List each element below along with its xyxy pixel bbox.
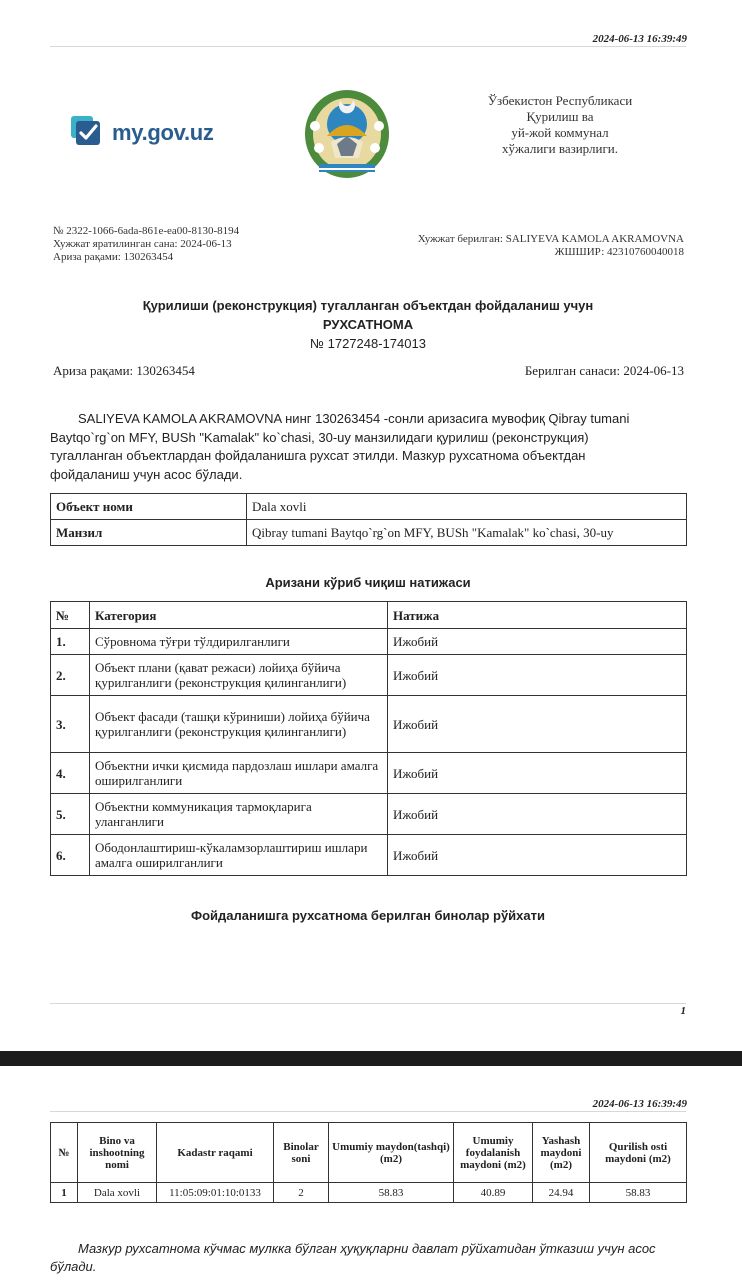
review-row-result: Ижобий bbox=[388, 835, 687, 876]
buildings-row-no: 1 bbox=[51, 1183, 78, 1203]
state-emblem-icon bbox=[301, 84, 393, 180]
object-name-value: Dala xovli bbox=[247, 494, 687, 520]
buildings-header-cadastre: Kadastr raqami bbox=[157, 1123, 274, 1183]
permit-paragraph: SALIYEVA KAMOLA AKRAMOVNA нинг 130263454 -сонли аризасига мувофиқ Qibray tumani Baytqo`rg`on MFY, BUSh "Kamalak" ko`chasi, 30-uy манзилидаги қурилиш (реконструкция) тугалланган объектлардан фойдаланишга рухсат этилди. Мазкур рухсатнома объектдан фойдаланиш учун асос бўлади. bbox=[50, 411, 630, 482]
doc-meta-right bbox=[418, 233, 684, 259]
buildings-row-cadastre: 11:05:09:01:10:0133 bbox=[157, 1183, 274, 1203]
buildings-header-footprint: Qurilish osti maydoni (m2) bbox=[590, 1123, 687, 1183]
table-row bbox=[51, 655, 687, 696]
review-row-category: Ободонлаштириш-кўкаламзорлаштириш ишлари амалга оширилганлиги bbox=[90, 835, 388, 876]
review-title: Аризани кўриб чиқиш натижаси bbox=[265, 575, 471, 590]
table-row bbox=[51, 629, 687, 655]
buildings-header-no: № bbox=[51, 1123, 78, 1183]
doc-created-date: Хужжат яратилинган сана: 2024-06-13 bbox=[53, 238, 232, 250]
buildings-row-total-area: 58.83 bbox=[329, 1183, 454, 1203]
review-row-category: Объектни ички қисмида пардозлаш ишлари амалга оширилганлиги bbox=[90, 753, 388, 794]
review-row-no: 1. bbox=[51, 629, 90, 655]
table-header-row bbox=[51, 1123, 687, 1183]
object-table bbox=[50, 493, 687, 546]
review-row-no: 5. bbox=[51, 794, 90, 835]
review-row-result: Ижобий bbox=[388, 794, 687, 835]
state-emblem bbox=[301, 84, 393, 180]
page2-top-rule bbox=[50, 1111, 686, 1112]
buildings-header-total-area: Umumiy maydon(tashqi)(m2) bbox=[329, 1123, 454, 1183]
buildings-list-title: Фойдаланишга рухсатнома берилган бинолар рўйхати bbox=[191, 908, 545, 923]
table-header-row bbox=[51, 602, 687, 629]
buildings-header-living-area: Yashash maydoni (m2) bbox=[533, 1123, 590, 1183]
doc-meta-left bbox=[53, 225, 239, 264]
page-number: 1 bbox=[680, 1005, 686, 1017]
buildings-row-name: Dala xovli bbox=[78, 1183, 157, 1203]
doc-application-no: Ариза рақами: 130263454 bbox=[53, 251, 174, 263]
review-row-no: 2. bbox=[51, 655, 90, 696]
buildings-row-count: 2 bbox=[274, 1183, 329, 1203]
review-row-no: 4. bbox=[51, 753, 90, 794]
buildings-header-count: Binolar soni bbox=[274, 1123, 329, 1183]
ministry-line: уй-жой коммунал bbox=[511, 125, 609, 140]
review-row-category: Сўровнома тўғри тўлдирилганлиги bbox=[90, 629, 388, 655]
table-row bbox=[51, 835, 687, 876]
permit-title-line2: РУХСАТНОМА bbox=[322, 317, 414, 332]
buildings-table bbox=[50, 1122, 687, 1203]
review-row-category: Объект плани (қават режаси) лойиҳа бўйича қурилганлиги (реконструкция қилинганлиги) bbox=[90, 655, 388, 696]
table-row bbox=[51, 794, 687, 835]
buildings-row-living-area: 24.94 bbox=[533, 1183, 590, 1203]
page1-timestamp: 2024-06-13 16:39:49 bbox=[592, 33, 687, 45]
ministry-name bbox=[460, 93, 660, 157]
buildings-row-usable-area: 40.89 bbox=[454, 1183, 533, 1203]
review-header-result: Натижа bbox=[388, 602, 687, 629]
object-address-key: Манзил bbox=[51, 520, 247, 546]
table-row bbox=[51, 494, 687, 520]
doc-pinfl: ЖШШИР: 42310760040018 bbox=[554, 246, 684, 258]
review-row-result: Ижобий bbox=[388, 629, 687, 655]
buildings-header-name: Bino va inshootning nomi bbox=[78, 1123, 157, 1183]
object-name-key: Объект номи bbox=[51, 494, 247, 520]
object-address-value: Qibray tumani Baytqo`rg`on MFY, BUSh "Kamalak" ko`chasi, 30-uy bbox=[247, 520, 687, 546]
permit-number: № 1727248-174013 bbox=[310, 336, 426, 351]
page2-timestamp: 2024-06-13 16:39:49 bbox=[592, 1098, 687, 1110]
application-number-label: Ариза рақами: 130263454 bbox=[53, 363, 195, 378]
review-row-result: Ижобий bbox=[388, 696, 687, 753]
ministry-line: Ўзбекистон Республикаси bbox=[487, 93, 633, 108]
table-row bbox=[51, 520, 687, 546]
page-break bbox=[0, 1051, 742, 1066]
table-row bbox=[51, 1183, 687, 1203]
mygov-logo-text: my.gov.uz bbox=[112, 120, 214, 145]
mygov-logo-icon bbox=[70, 114, 106, 150]
ministry-line: хўжалиги вазирлиги. bbox=[502, 141, 618, 156]
doc-issued-to: Хужжат берилган: SALIYEVA KAMOLA AKRAMOVNA bbox=[417, 233, 684, 245]
review-header-no: № bbox=[51, 602, 90, 629]
review-row-category: Объект фасади (ташқи кўриниши) лойиҳа бўйича қурилганлиги (реконструкция қилинганлиги) bbox=[90, 696, 388, 753]
page1-bottom-rule bbox=[50, 1003, 686, 1004]
issue-date-label: Берилган санаси: 2024-06-13 bbox=[524, 363, 684, 378]
permit-title-line1: Қурилиши (реконструкция) тугалланган объектдан фойдаланиш учун bbox=[142, 298, 594, 313]
table-row bbox=[51, 753, 687, 794]
review-row-result: Ижобий bbox=[388, 655, 687, 696]
buildings-header-usable-area: Umumiy foydalanish maydoni (m2) bbox=[454, 1123, 533, 1183]
legal-basis-note: Мазкур рухсатнома кўчмас мулкка бўлган ҳуқуқларни давлат рўйхатидан ўтказиш учун асос бўлади. bbox=[50, 1241, 656, 1274]
review-header-category: Категория bbox=[90, 602, 388, 629]
mygov-logo bbox=[70, 114, 220, 154]
table-row bbox=[51, 696, 687, 753]
ministry-line: Қурилиш ва bbox=[526, 109, 594, 124]
review-row-no: 6. bbox=[51, 835, 90, 876]
review-row-category: Объектни коммуникация тармоқларига уланганлиги bbox=[90, 794, 388, 835]
page1-top-rule bbox=[50, 46, 686, 47]
review-row-no: 3. bbox=[51, 696, 90, 753]
buildings-row-footprint: 58.83 bbox=[590, 1183, 687, 1203]
review-table bbox=[50, 601, 687, 876]
review-row-result: Ижобий bbox=[388, 753, 687, 794]
permit-title bbox=[50, 296, 686, 353]
doc-number: № 2322-1066-6ada-861e-ea00-8130-8194 bbox=[53, 225, 240, 237]
